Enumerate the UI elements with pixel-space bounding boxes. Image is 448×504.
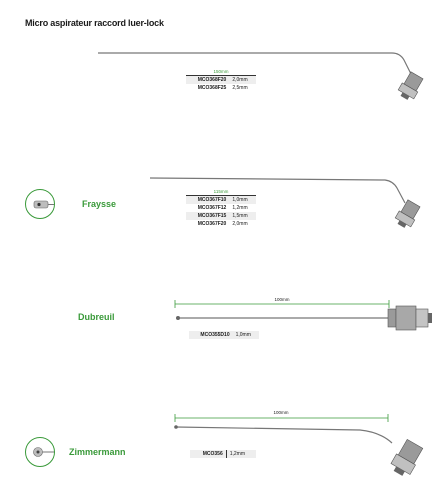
length-label: 150mm — [186, 69, 256, 76]
ref-size: 1,0mm — [229, 196, 256, 204]
product-4-table — [190, 450, 256, 458]
ref-code: MCO367F10 — [186, 196, 229, 204]
length-label: 115mm — [186, 189, 256, 196]
ref-code: MCO367F12 — [197, 205, 227, 211]
ref-code: MCO367F15 — [186, 212, 229, 220]
product-name-zimmermann: Zimmermann — [69, 447, 126, 457]
table-row — [190, 450, 256, 458]
dimension-label: 100mm — [273, 410, 289, 415]
ref-size: 2,0mm — [229, 76, 256, 84]
product-name-dubreuil: Dubreuil — [78, 312, 115, 322]
product-name-fraysse: Fraysse — [82, 199, 117, 209]
ref-size: 2,0mm — [232, 221, 248, 227]
ref-size: 2,5mm — [232, 85, 248, 91]
ref-code: MCO368F20 — [186, 76, 229, 84]
ref-code: MCO367F20 — [197, 221, 227, 227]
ref-size: 1,2mm — [232, 205, 248, 211]
page-title: Micro aspirateur raccord luer-lock — [25, 18, 164, 28]
dimension-label: 100mm — [274, 297, 290, 302]
ref-code: MCO368F25 — [197, 85, 227, 91]
ref-size: 1,2mm — [226, 450, 256, 458]
ref-code: MCO355D10 — [189, 331, 233, 339]
ref-size: 1,5mm — [229, 212, 256, 220]
ref-code: MCO356 — [190, 450, 226, 458]
ref-size: 1,0mm — [233, 331, 259, 339]
